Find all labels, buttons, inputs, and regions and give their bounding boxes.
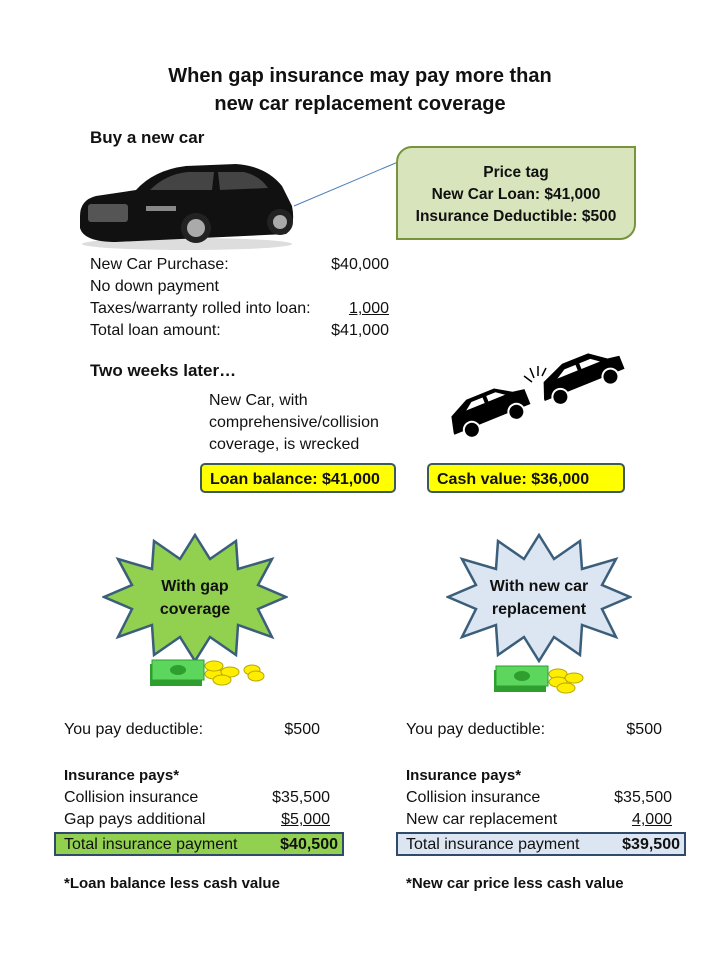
cash-value-box: Cash value: $36,000 xyxy=(427,463,625,493)
new-car-image xyxy=(76,156,298,252)
buy-row xyxy=(90,254,389,276)
wreck-description xyxy=(209,390,379,456)
burst-line: replacement xyxy=(491,601,587,618)
title-line-1: When gap insurance may pay more than xyxy=(168,65,552,87)
desc-line: New Car, with xyxy=(209,392,308,409)
row-label: Gap pays additional xyxy=(64,811,206,828)
price-tag-deductible: Insurance Deductible: $500 xyxy=(415,208,617,225)
loan-balance-box: Loan balance: $41,000 xyxy=(200,463,396,493)
buy-row xyxy=(90,276,389,298)
row-label: Total loan amount: xyxy=(90,322,221,339)
replacement-footnote: *New car price less cash value xyxy=(406,875,624,892)
row-value: $40,000 xyxy=(331,256,389,273)
pays-heading: Insurance pays* xyxy=(406,767,522,784)
money-icon xyxy=(492,660,592,694)
total-value: $40,500 xyxy=(280,836,338,853)
buy-row xyxy=(90,298,389,320)
row-value: 4,000 xyxy=(631,811,672,828)
desc-line: coverage, is wrecked xyxy=(209,436,360,453)
burst-line: coverage xyxy=(159,601,231,618)
pays-heading: Insurance pays* xyxy=(64,767,180,784)
gap-breakdown xyxy=(64,765,330,831)
total-label: Total insurance payment xyxy=(406,836,580,853)
total-label: Total insurance payment xyxy=(64,836,238,853)
desc-line: comprehensive/collision xyxy=(209,414,379,431)
row-value: $35,500 xyxy=(614,789,672,806)
row-label: Collision insurance xyxy=(406,789,541,806)
deductible-label: You pay deductible: xyxy=(64,721,204,738)
total-value: $39,500 xyxy=(622,836,680,853)
row-value: 1,000 xyxy=(348,300,389,317)
gap-burst-label xyxy=(102,575,288,621)
buy-row xyxy=(90,320,389,342)
buy-heading: Buy a new car xyxy=(90,128,205,147)
burst-line: With gap xyxy=(161,578,229,595)
row-label: New Car Purchase: xyxy=(90,256,229,273)
title-line-2: new car replacement coverage xyxy=(214,93,506,115)
row-label: No down payment xyxy=(90,278,219,295)
replacement-total-box xyxy=(396,832,686,856)
row-value: $5,000 xyxy=(281,811,330,828)
row-value: $41,000 xyxy=(331,322,389,339)
price-tag-loan: New Car Loan: $41,000 xyxy=(431,186,601,203)
gap-footnote: *Loan balance less cash value xyxy=(64,875,280,892)
price-tag-title: Price tag xyxy=(483,164,549,181)
connector-line xyxy=(290,160,400,210)
row-label: Collision insurance xyxy=(64,789,199,806)
deductible-value: $500 xyxy=(626,721,662,738)
money-icon xyxy=(148,654,268,688)
burst-line: With new car xyxy=(489,578,589,595)
deductible-label: You pay deductible: xyxy=(406,721,546,738)
deductible-value: $500 xyxy=(284,721,320,738)
car-crash-icon xyxy=(440,336,630,446)
replacement-breakdown xyxy=(406,765,672,831)
row-label: New car replacement xyxy=(406,811,558,828)
row-label: Taxes/warranty rolled into loan: xyxy=(90,300,311,317)
buy-details xyxy=(90,254,389,342)
row-value: $35,500 xyxy=(272,789,330,806)
later-heading: Two weeks later… xyxy=(90,361,237,380)
replacement-deductible-row xyxy=(406,719,662,741)
gap-deductible-row xyxy=(64,719,320,741)
replacement-burst-label xyxy=(446,575,632,621)
page-title xyxy=(0,62,720,118)
gap-total-box xyxy=(54,832,344,856)
price-tag-box xyxy=(396,146,636,240)
